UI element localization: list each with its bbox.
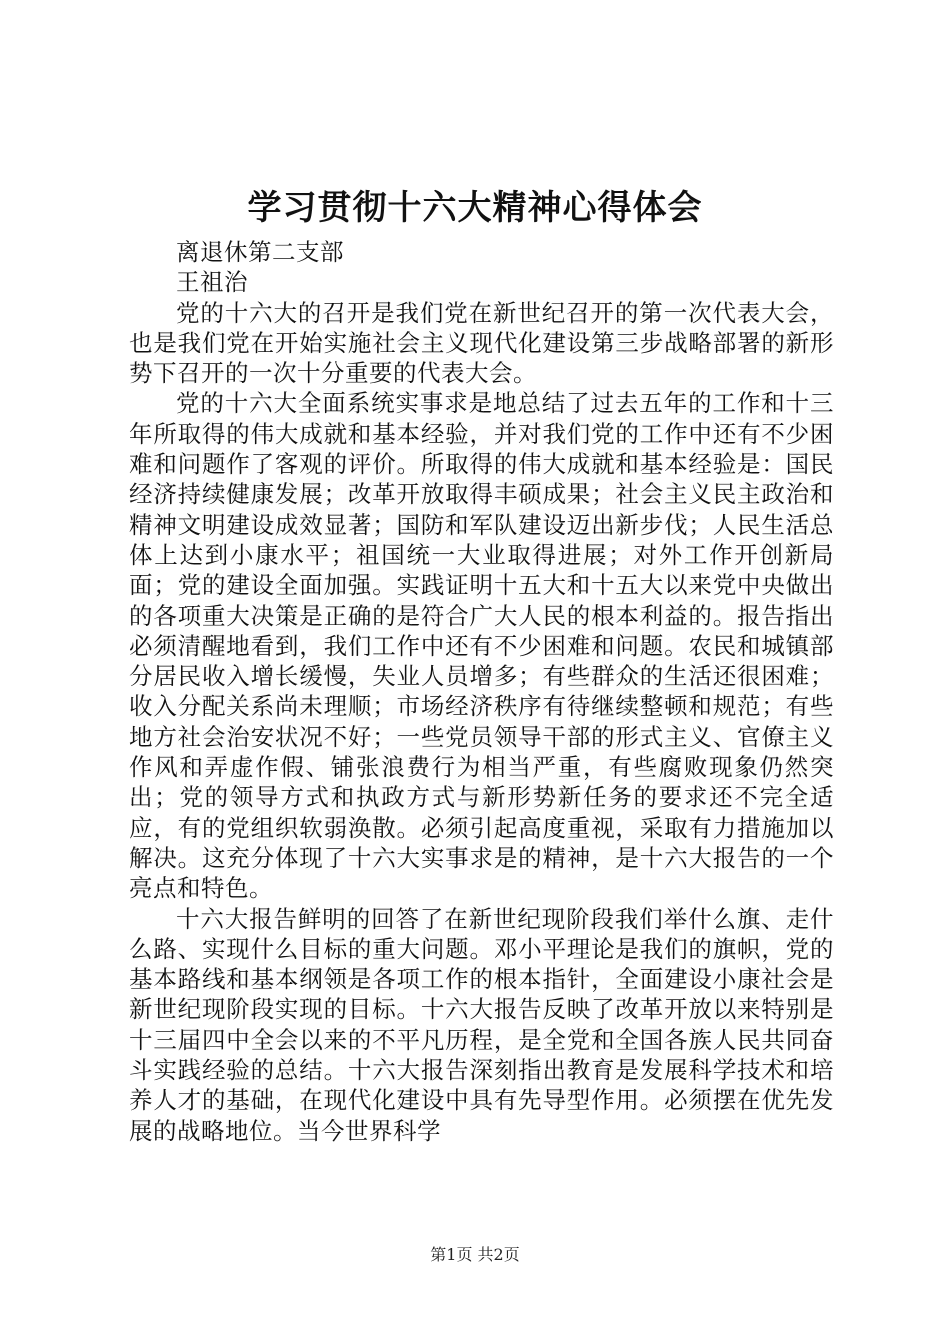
paragraph-1: 党的十六大的召开是我们党在新世纪召开的第一次代表大会，也是我们党在开始实施社会主义现代化建设第三步战略部署的新形势下召开的一次十分重要的代表大会。 (129, 298, 834, 388)
paragraph-2: 党的十六大全面系统实事求是地总结了过去五年的工作和十三年所取得的伟大成就和基本经验，并对我们党的工作中还有不少困难和问题作了客观的评价。所取得的伟大成就和基本经验是：国民经济持续健康发展；改革开放取得丰硕成果；社会主义民主政治和精神文明建设成效显著；国防和军队建设迈出新步伐；人民生活总体上达到小康水平；祖国统一大业取得进展；对外工作开创新局面；党的建设全面加强。实践证明十五大和十五大以来党中央做出的各项重大决策是正确的是符合广大人民的根本利益的。报告指出必须清醒地看到，我们工作中还有不少困难和问题。农民和城镇部分居民收入增长缓慢，失业人员增多；有些群众的生活还很困难；收入分配关系尚未理顺；市场经济秩序有待继续整顿和规范；有些地方社会治安状况不好；一些党员领导干部的形式主义、官僚主义作风和弄虚作假、铺张浪费行为相当严重，有些腐败现象仍然突出；党的领导方式和执政方式与新形势新任务的要求还不完全适应，有的党组织软弱涣散。必须引起高度重视，采取有力措施加以解决。这充分体现了十六大实事求是的精神，是十六大报告的一个亮点和特色。 (129, 389, 834, 903)
document-body (129, 237, 834, 1146)
page-footer: 第1页 共2页 (430, 1245, 520, 1264)
organization-line: 离退休第二支部 (176, 238, 344, 266)
paragraph-3: 十六大报告鲜明的回答了在新世纪现阶段我们举什么旗、走什么路、实现什么目标的重大问题。邓小平理论是我们的旗帜，党的基本路线和基本纲领是各项工作的根本指针，全面建设小康社会是新世纪现阶段实现的目标。十六大报告反映了改革开放以来特别是十三届四中全会以来的不平凡历程，是全党和全国各族人民共同奋斗实践经验的总结。十六大报告深刻指出教育是发展科学技术和培养人才的基础，在现代化建设中具有先导型作用。必须摆在优先发展的战略地位。当今世界科学 (129, 904, 834, 1145)
author-line: 王祖治 (176, 268, 248, 297)
document-title: 学习贯彻十六大精神心得体会 (247, 188, 703, 228)
